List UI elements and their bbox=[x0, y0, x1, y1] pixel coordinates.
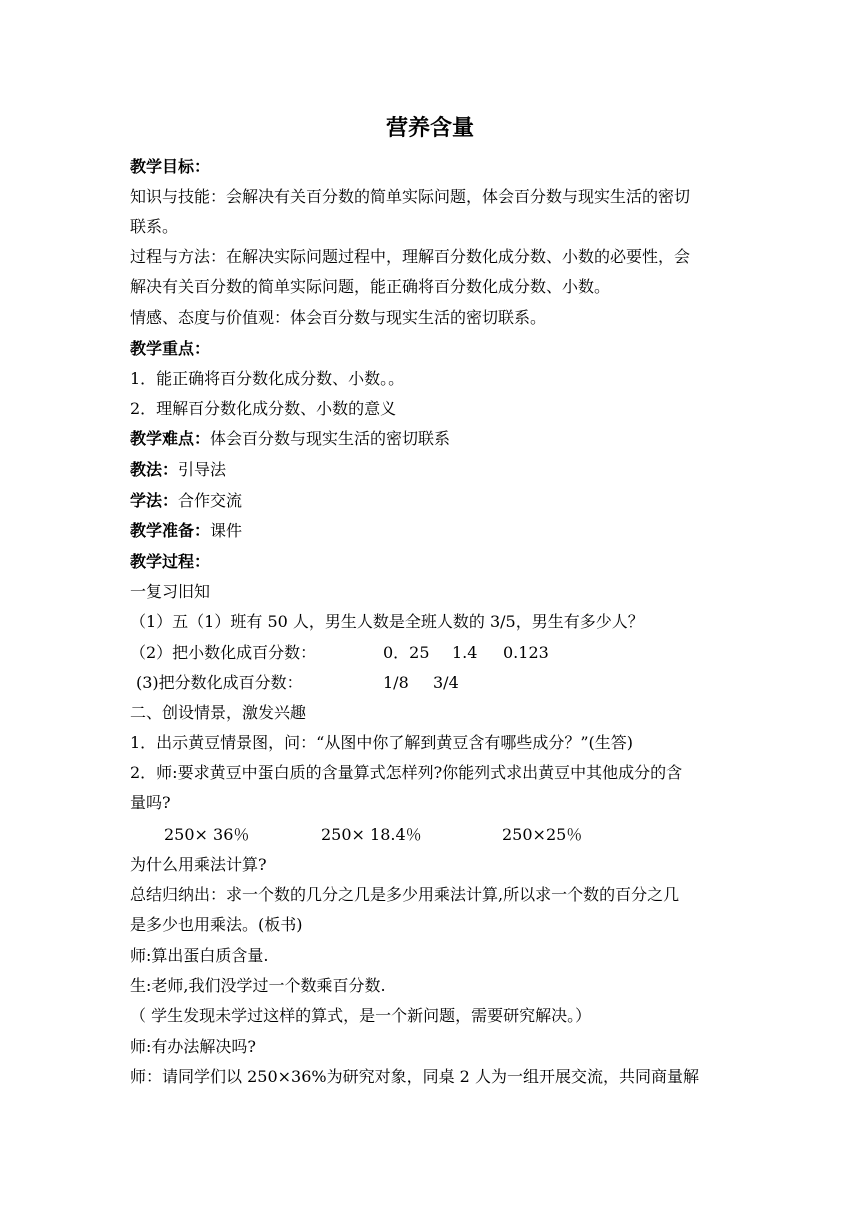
scene-step-2-line1: 2．师:要求黄豆中蛋白质的含量算式怎样列?你能列式求出黄豆中其他成分的含 bbox=[130, 763, 683, 782]
learning-method-row bbox=[130, 490, 740, 512]
objectives-heading: 教学目标： bbox=[130, 157, 211, 176]
objective-process-line1: 过程与方法：在解决实际问题过程中，理解百分数化成分数、小数的必要性，会 bbox=[130, 247, 691, 266]
formula-1: 250× 36％ bbox=[164, 825, 250, 844]
preparation-label: 教学准备： bbox=[130, 521, 211, 540]
teacher-line-2: 师:有办法解决吗? bbox=[130, 1037, 256, 1056]
review-q3-value-2: 3/4 bbox=[433, 673, 459, 692]
learning-method-text: 合作交流 bbox=[178, 491, 243, 510]
review-question-3 bbox=[130, 672, 740, 694]
process-heading: 教学过程： bbox=[130, 552, 211, 571]
teaching-method-label: 教法： bbox=[130, 460, 179, 479]
objective-emotion: 情感、态度与价值观：体会百分数与现实生活的密切联系。 bbox=[130, 308, 547, 327]
review-q3-value-1: 1/8 bbox=[383, 673, 409, 692]
difficulty-text: 体会百分数与现实生活的密切联系 bbox=[210, 429, 451, 448]
review-heading: 一复习旧知 bbox=[130, 582, 211, 601]
formula-row bbox=[130, 824, 740, 846]
difficulty-row bbox=[130, 428, 740, 450]
difficulty-label: 教学难点： bbox=[130, 429, 211, 448]
review-q2-label: （2）把小数化成百分数： bbox=[130, 643, 317, 662]
document-title: 营养含量 bbox=[385, 115, 474, 141]
preparation-row bbox=[130, 520, 740, 542]
teacher-line-1: 师:算出蛋白质含量. bbox=[130, 946, 269, 965]
teacher-line-3: 师：请同学们以 250×36%为研究对象，同桌 2 人为一组开展交流，共同商量解 bbox=[130, 1067, 699, 1086]
teaching-method-row bbox=[130, 459, 740, 481]
preparation-text: 课件 bbox=[210, 521, 243, 540]
review-q2-value-1: 0．25 bbox=[383, 643, 430, 662]
student-line-1: 生:老师,我们没学过一个数乘百分数. bbox=[130, 976, 386, 995]
scene-step-2-line2: 量吗? bbox=[130, 793, 171, 812]
review-question-1: （1）五（1）班有 50 人，男生人数是全班人数的 3/5，男生有多少人？ bbox=[130, 612, 644, 631]
review-q2-value-3: 0.123 bbox=[503, 643, 549, 662]
objective-knowledge-line2: 联系。 bbox=[130, 217, 179, 236]
summary-line2: 是多少也用乘法。(板书) bbox=[130, 915, 303, 934]
review-question-2 bbox=[130, 642, 740, 664]
key-point-2: 2．理解百分数化成分数、小数的意义 bbox=[130, 399, 397, 418]
summary-line1: 总结归纳出：求一个数的几分之几是多少用乘法计算,所以求一个数的百分之几 bbox=[130, 885, 680, 904]
formula-2: 250× 18.4％ bbox=[321, 825, 422, 844]
why-multiplication: 为什么用乘法计算? bbox=[130, 855, 267, 874]
objective-process-line2: 解决有关百分数的简单实际问题，能正确将百分数化成分数、小数。 bbox=[130, 277, 611, 296]
key-points-heading: 教学重点： bbox=[130, 339, 211, 358]
review-q2-value-2: 1.4 bbox=[452, 643, 478, 662]
scene-step-1: 1．出示黄豆情景图，问：“从图中你了解到黄豆含有哪些成分？”(生答) bbox=[130, 733, 634, 752]
formula-3: 250×25％ bbox=[502, 825, 583, 844]
review-q3-label: (3)把分数化成百分数： bbox=[136, 673, 303, 692]
objective-knowledge-line1: 知识与技能：会解决有关百分数的简单实际问题，体会百分数与现实生活的密切 bbox=[130, 187, 691, 206]
note-line-1: （ 学生发现未学过这样的算式，是一个新问题，需要研究解决。） bbox=[130, 1006, 592, 1025]
teaching-method-text: 引导法 bbox=[178, 460, 227, 479]
learning-method-label: 学法： bbox=[130, 491, 179, 510]
scene-heading: 二、创设情景，激发兴趣 bbox=[130, 703, 307, 722]
key-point-1: 1．能正确将百分数化成分数、小数。。 bbox=[130, 369, 405, 388]
